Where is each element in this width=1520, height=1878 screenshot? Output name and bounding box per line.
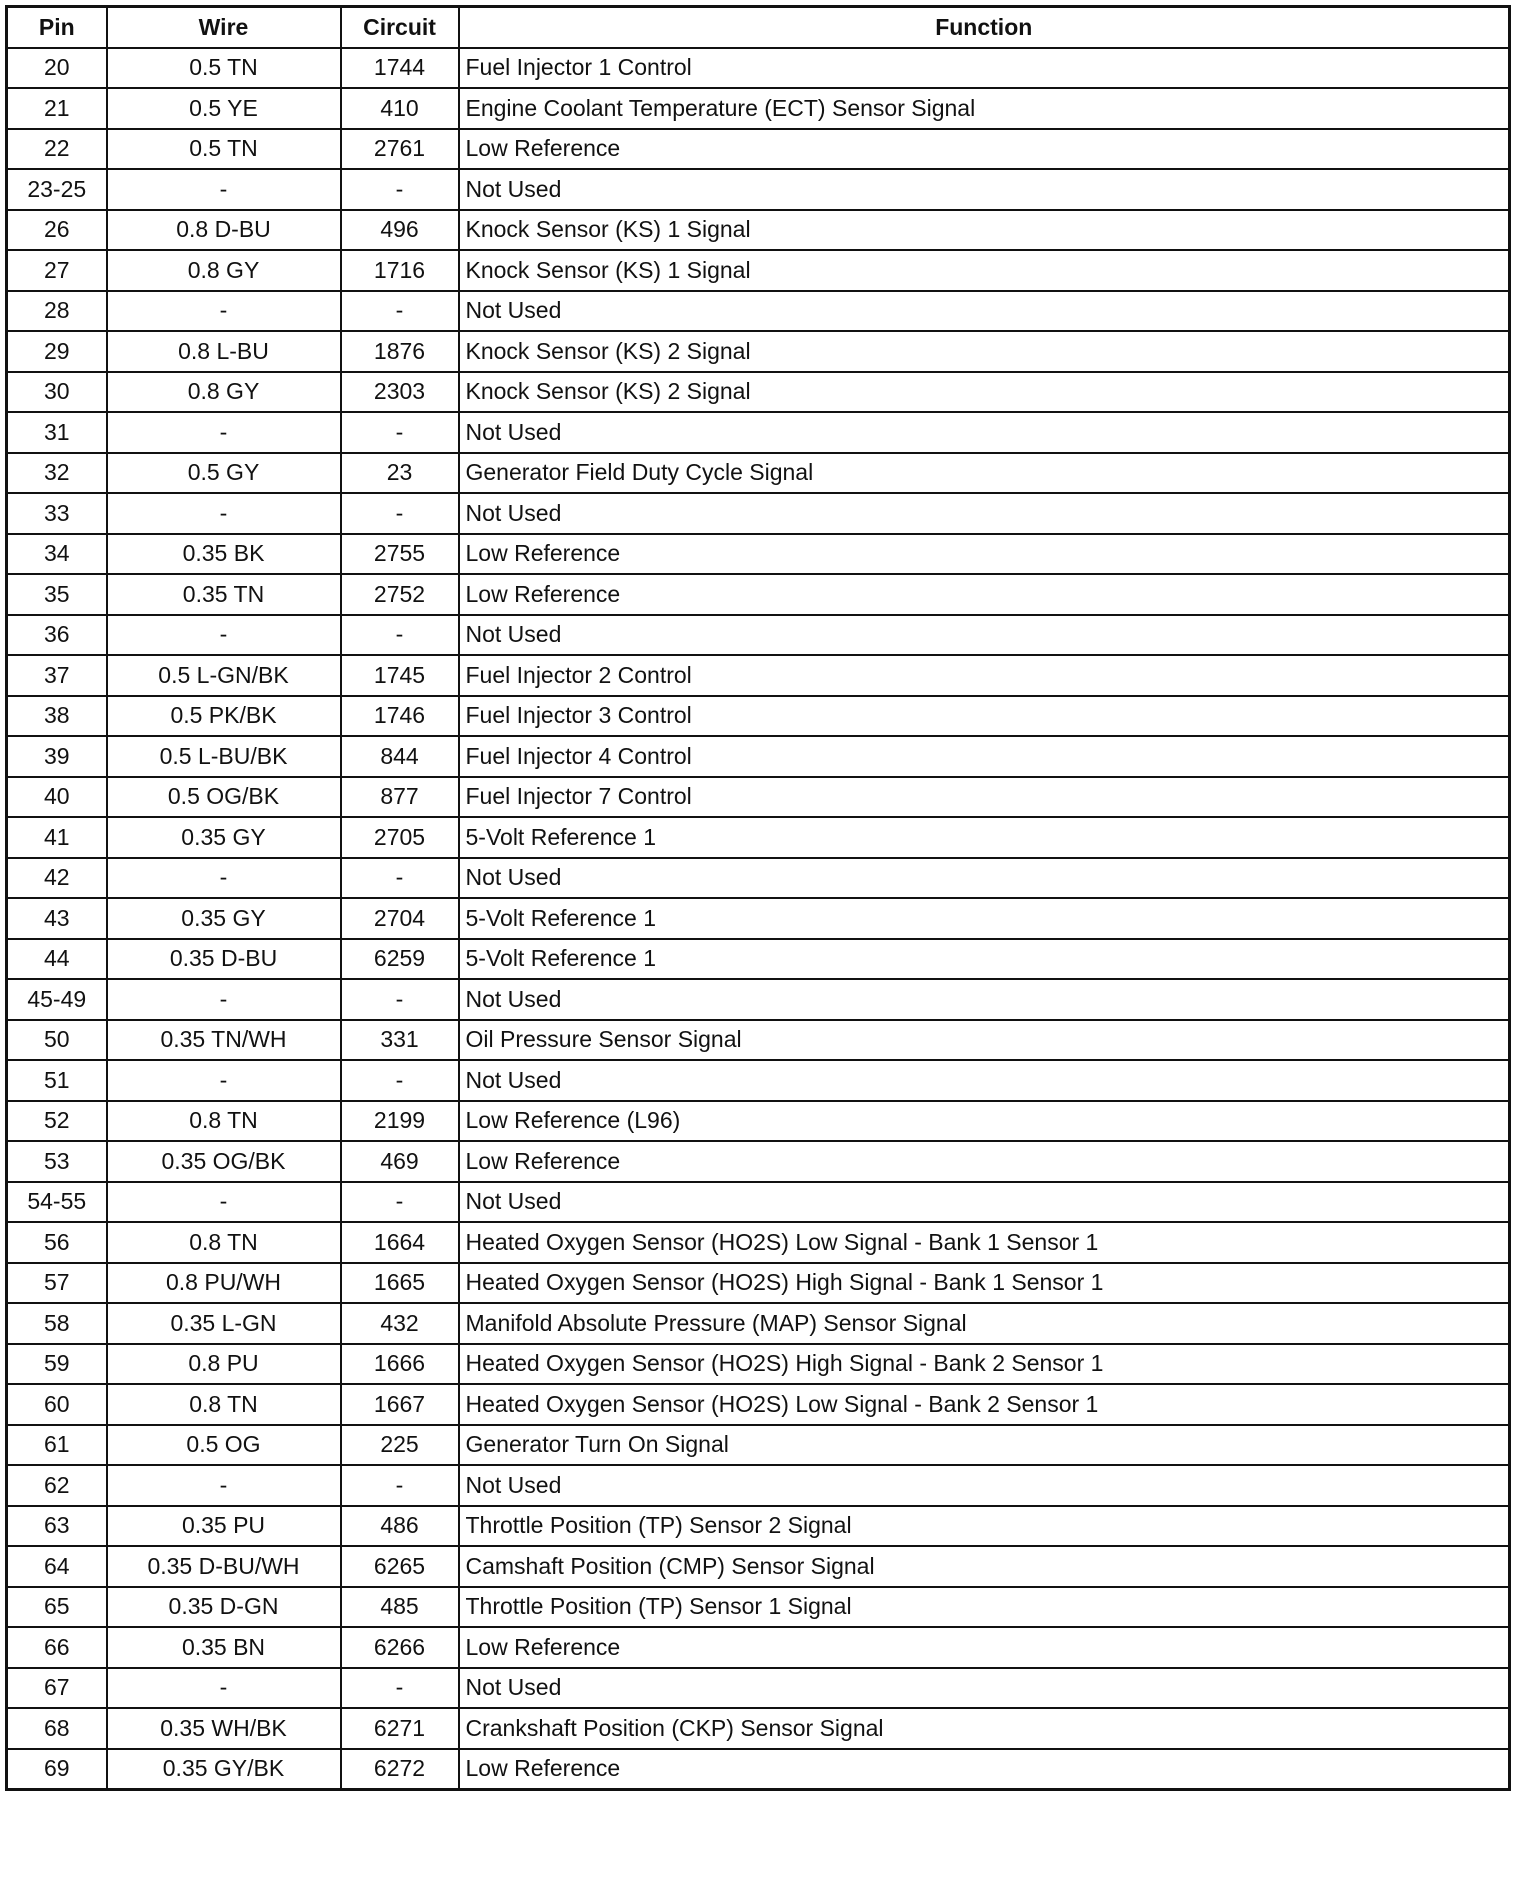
- cell-circuit: 331: [341, 1020, 459, 1061]
- cell-circuit: 1716: [341, 250, 459, 291]
- cell-circuit: 1666: [341, 1344, 459, 1385]
- cell-function: Throttle Position (TP) Sensor 1 Signal: [459, 1587, 1510, 1628]
- cell-circuit: -: [341, 979, 459, 1020]
- cell-function: Heated Oxygen Sensor (HO2S) High Signal - Bank 2 Sensor 1: [459, 1344, 1510, 1385]
- cell-function: Generator Field Duty Cycle Signal: [459, 453, 1510, 494]
- cell-circuit: 469: [341, 1141, 459, 1182]
- cell-circuit: 2755: [341, 534, 459, 575]
- cell-function: 5-Volt Reference 1: [459, 817, 1510, 858]
- cell-pin: 35: [7, 574, 107, 615]
- cell-wire: -: [107, 1060, 341, 1101]
- cell-pin: 31: [7, 412, 107, 453]
- table-row: [7, 1708, 1510, 1749]
- cell-pin: 53: [7, 1141, 107, 1182]
- cell-pin: 61: [7, 1425, 107, 1466]
- cell-pin: 67: [7, 1668, 107, 1709]
- table-row: [7, 129, 1510, 170]
- table-row: [7, 1101, 1510, 1142]
- cell-function: Fuel Injector 3 Control: [459, 696, 1510, 737]
- cell-wire: 0.35 TN/WH: [107, 1020, 341, 1061]
- cell-wire: 0.5 OG: [107, 1425, 341, 1466]
- table-row: [7, 574, 1510, 615]
- cell-function: Not Used: [459, 979, 1510, 1020]
- cell-circuit: 432: [341, 1303, 459, 1344]
- cell-wire: -: [107, 615, 341, 656]
- cell-pin: 63: [7, 1506, 107, 1547]
- cell-pin: 44: [7, 939, 107, 980]
- cell-pin: 54-55: [7, 1182, 107, 1223]
- cell-pin: 39: [7, 736, 107, 777]
- cell-wire: 0.5 L-BU/BK: [107, 736, 341, 777]
- cell-wire: 0.35 WH/BK: [107, 1708, 341, 1749]
- cell-circuit: 1746: [341, 696, 459, 737]
- cell-wire: 0.35 OG/BK: [107, 1141, 341, 1182]
- cell-circuit: -: [341, 169, 459, 210]
- cell-pin: 65: [7, 1587, 107, 1628]
- cell-wire: 0.35 GY: [107, 817, 341, 858]
- cell-pin: 32: [7, 453, 107, 494]
- table-row: [7, 979, 1510, 1020]
- cell-circuit: 6271: [341, 1708, 459, 1749]
- cell-wire: 0.8 TN: [107, 1101, 341, 1142]
- table-row: [7, 615, 1510, 656]
- cell-circuit: 485: [341, 1587, 459, 1628]
- cell-function: Fuel Injector 4 Control: [459, 736, 1510, 777]
- cell-wire: 0.35 TN: [107, 574, 341, 615]
- cell-function: Knock Sensor (KS) 1 Signal: [459, 250, 1510, 291]
- table-row: [7, 1506, 1510, 1547]
- cell-wire: 0.5 YE: [107, 88, 341, 129]
- cell-function: Knock Sensor (KS) 2 Signal: [459, 331, 1510, 372]
- table-row: [7, 1627, 1510, 1668]
- cell-function: Not Used: [459, 615, 1510, 656]
- cell-circuit: 2761: [341, 129, 459, 170]
- cell-function: Not Used: [459, 1465, 1510, 1506]
- cell-function: Low Reference: [459, 534, 1510, 575]
- header-wire: Wire: [107, 7, 341, 48]
- header-function: Function: [459, 7, 1510, 48]
- cell-circuit: 1744: [341, 48, 459, 89]
- cell-function: Not Used: [459, 493, 1510, 534]
- header-pin: Pin: [7, 7, 107, 48]
- cell-function: Not Used: [459, 1668, 1510, 1709]
- connector-pinout-sheet: [5, 5, 1511, 1791]
- cell-pin: 22: [7, 129, 107, 170]
- table-header: [7, 7, 1510, 48]
- cell-wire: 0.35 D-GN: [107, 1587, 341, 1628]
- cell-pin: 36: [7, 615, 107, 656]
- table-row: [7, 1263, 1510, 1304]
- table-row: [7, 1222, 1510, 1263]
- cell-wire: 0.5 TN: [107, 129, 341, 170]
- cell-wire: 0.35 GY: [107, 898, 341, 939]
- table-row: [7, 777, 1510, 818]
- cell-wire: 0.5 L-GN/BK: [107, 655, 341, 696]
- table-row: [7, 453, 1510, 494]
- cell-wire: 0.5 GY: [107, 453, 341, 494]
- cell-wire: -: [107, 169, 341, 210]
- cell-circuit: -: [341, 1465, 459, 1506]
- cell-pin: 33: [7, 493, 107, 534]
- cell-pin: 29: [7, 331, 107, 372]
- cell-wire: -: [107, 412, 341, 453]
- header-row: [7, 7, 1510, 48]
- cell-circuit: -: [341, 493, 459, 534]
- cell-wire: 0.35 L-GN: [107, 1303, 341, 1344]
- cell-pin: 56: [7, 1222, 107, 1263]
- table-row: [7, 1384, 1510, 1425]
- cell-function: Low Reference: [459, 1141, 1510, 1182]
- cell-function: Generator Turn On Signal: [459, 1425, 1510, 1466]
- cell-pin: 38: [7, 696, 107, 737]
- table-row: [7, 817, 1510, 858]
- table-row: [7, 858, 1510, 899]
- pinout-table: [5, 5, 1511, 1791]
- cell-wire: 0.35 PU: [107, 1506, 341, 1547]
- cell-wire: 0.8 GY: [107, 250, 341, 291]
- cell-wire: 0.8 PU/WH: [107, 1263, 341, 1304]
- cell-wire: -: [107, 1182, 341, 1223]
- cell-pin: 64: [7, 1546, 107, 1587]
- cell-circuit: 1745: [341, 655, 459, 696]
- cell-circuit: 23: [341, 453, 459, 494]
- cell-pin: 42: [7, 858, 107, 899]
- cell-wire: 0.35 D-BU/WH: [107, 1546, 341, 1587]
- cell-pin: 34: [7, 534, 107, 575]
- table-row: [7, 88, 1510, 129]
- table-row: [7, 1303, 1510, 1344]
- table-row: [7, 1546, 1510, 1587]
- cell-pin: 40: [7, 777, 107, 818]
- cell-circuit: 2303: [341, 372, 459, 413]
- cell-pin: 69: [7, 1749, 107, 1790]
- cell-circuit: -: [341, 1668, 459, 1709]
- cell-wire: 0.5 PK/BK: [107, 696, 341, 737]
- cell-circuit: 496: [341, 210, 459, 251]
- header-circuit: Circuit: [341, 7, 459, 48]
- cell-wire: -: [107, 1668, 341, 1709]
- table-row: [7, 210, 1510, 251]
- cell-circuit: -: [341, 858, 459, 899]
- cell-function: Engine Coolant Temperature (ECT) Sensor Signal: [459, 88, 1510, 129]
- cell-circuit: 6272: [341, 1749, 459, 1790]
- cell-function: Not Used: [459, 858, 1510, 899]
- table-row: [7, 1425, 1510, 1466]
- table-row: [7, 1668, 1510, 1709]
- cell-circuit: -: [341, 1060, 459, 1101]
- cell-wire: 0.5 TN: [107, 48, 341, 89]
- cell-pin: 23-25: [7, 169, 107, 210]
- cell-pin: 59: [7, 1344, 107, 1385]
- cell-pin: 45-49: [7, 979, 107, 1020]
- cell-pin: 52: [7, 1101, 107, 1142]
- cell-wire: 0.35 D-BU: [107, 939, 341, 980]
- cell-function: Knock Sensor (KS) 2 Signal: [459, 372, 1510, 413]
- cell-pin: 51: [7, 1060, 107, 1101]
- cell-pin: 66: [7, 1627, 107, 1668]
- cell-pin: 43: [7, 898, 107, 939]
- cell-circuit: 1664: [341, 1222, 459, 1263]
- cell-wire: 0.8 TN: [107, 1222, 341, 1263]
- cell-function: Camshaft Position (CMP) Sensor Signal: [459, 1546, 1510, 1587]
- cell-function: Not Used: [459, 1182, 1510, 1223]
- cell-circuit: 2705: [341, 817, 459, 858]
- cell-wire: -: [107, 291, 341, 332]
- cell-pin: 27: [7, 250, 107, 291]
- cell-circuit: 486: [341, 1506, 459, 1547]
- table-row: [7, 372, 1510, 413]
- cell-wire: 0.8 L-BU: [107, 331, 341, 372]
- table-row: [7, 939, 1510, 980]
- cell-circuit: -: [341, 412, 459, 453]
- cell-function: Knock Sensor (KS) 1 Signal: [459, 210, 1510, 251]
- cell-function: Heated Oxygen Sensor (HO2S) High Signal - Bank 1 Sensor 1: [459, 1263, 1510, 1304]
- cell-function: Crankshaft Position (CKP) Sensor Signal: [459, 1708, 1510, 1749]
- table-row: [7, 1587, 1510, 1628]
- cell-pin: 37: [7, 655, 107, 696]
- cell-circuit: -: [341, 1182, 459, 1223]
- table-row: [7, 898, 1510, 939]
- cell-circuit: 1876: [341, 331, 459, 372]
- cell-circuit: 1665: [341, 1263, 459, 1304]
- cell-circuit: 2199: [341, 1101, 459, 1142]
- cell-wire: -: [107, 979, 341, 1020]
- cell-circuit: -: [341, 291, 459, 332]
- cell-pin: 30: [7, 372, 107, 413]
- cell-wire: 0.35 GY/BK: [107, 1749, 341, 1790]
- cell-function: Heated Oxygen Sensor (HO2S) Low Signal - Bank 1 Sensor 1: [459, 1222, 1510, 1263]
- cell-circuit: 877: [341, 777, 459, 818]
- cell-pin: 60: [7, 1384, 107, 1425]
- cell-wire: -: [107, 858, 341, 899]
- cell-circuit: 6259: [341, 939, 459, 980]
- table-row: [7, 736, 1510, 777]
- cell-circuit: 1667: [341, 1384, 459, 1425]
- cell-function: Fuel Injector 2 Control: [459, 655, 1510, 696]
- cell-pin: 68: [7, 1708, 107, 1749]
- cell-circuit: 225: [341, 1425, 459, 1466]
- cell-pin: 50: [7, 1020, 107, 1061]
- cell-circuit: 6265: [341, 1546, 459, 1587]
- cell-wire: 0.8 PU: [107, 1344, 341, 1385]
- cell-wire: 0.8 TN: [107, 1384, 341, 1425]
- table-row: [7, 655, 1510, 696]
- table-row: [7, 1182, 1510, 1223]
- cell-circuit: -: [341, 615, 459, 656]
- cell-function: Oil Pressure Sensor Signal: [459, 1020, 1510, 1061]
- cell-function: Not Used: [459, 1060, 1510, 1101]
- table-row: [7, 331, 1510, 372]
- cell-pin: 57: [7, 1263, 107, 1304]
- cell-pin: 20: [7, 48, 107, 89]
- table-row: [7, 1141, 1510, 1182]
- cell-function: 5-Volt Reference 1: [459, 898, 1510, 939]
- cell-function: Not Used: [459, 291, 1510, 332]
- cell-circuit: 2704: [341, 898, 459, 939]
- cell-function: Not Used: [459, 412, 1510, 453]
- table-row: [7, 412, 1510, 453]
- cell-circuit: 410: [341, 88, 459, 129]
- cell-function: Throttle Position (TP) Sensor 2 Signal: [459, 1506, 1510, 1547]
- cell-function: 5-Volt Reference 1: [459, 939, 1510, 980]
- cell-function: Fuel Injector 1 Control: [459, 48, 1510, 89]
- cell-wire: -: [107, 1465, 341, 1506]
- table-row: [7, 291, 1510, 332]
- cell-function: Not Used: [459, 169, 1510, 210]
- cell-circuit: 844: [341, 736, 459, 777]
- cell-function: Fuel Injector 7 Control: [459, 777, 1510, 818]
- cell-circuit: 2752: [341, 574, 459, 615]
- table-row: [7, 169, 1510, 210]
- cell-pin: 62: [7, 1465, 107, 1506]
- cell-wire: -: [107, 493, 341, 534]
- cell-function: Low Reference: [459, 129, 1510, 170]
- table-row: [7, 1344, 1510, 1385]
- cell-function: Low Reference: [459, 1749, 1510, 1790]
- table-row: [7, 250, 1510, 291]
- table-row: [7, 1749, 1510, 1790]
- table-row: [7, 696, 1510, 737]
- cell-wire: 0.35 BK: [107, 534, 341, 575]
- cell-pin: 58: [7, 1303, 107, 1344]
- table-row: [7, 1060, 1510, 1101]
- cell-pin: 21: [7, 88, 107, 129]
- cell-pin: 41: [7, 817, 107, 858]
- cell-wire: 0.35 BN: [107, 1627, 341, 1668]
- cell-circuit: 6266: [341, 1627, 459, 1668]
- table-row: [7, 1020, 1510, 1061]
- cell-pin: 26: [7, 210, 107, 251]
- cell-function: Manifold Absolute Pressure (MAP) Sensor Signal: [459, 1303, 1510, 1344]
- table-row: [7, 1465, 1510, 1506]
- table-body: [7, 48, 1510, 1790]
- cell-wire: 0.5 OG/BK: [107, 777, 341, 818]
- table-row: [7, 48, 1510, 89]
- cell-wire: 0.8 GY: [107, 372, 341, 413]
- table-row: [7, 493, 1510, 534]
- cell-pin: 28: [7, 291, 107, 332]
- cell-function: Low Reference (L96): [459, 1101, 1510, 1142]
- cell-wire: 0.8 D-BU: [107, 210, 341, 251]
- table-row: [7, 534, 1510, 575]
- cell-function: Low Reference: [459, 1627, 1510, 1668]
- cell-function: Low Reference: [459, 574, 1510, 615]
- cell-function: Heated Oxygen Sensor (HO2S) Low Signal - Bank 2 Sensor 1: [459, 1384, 1510, 1425]
